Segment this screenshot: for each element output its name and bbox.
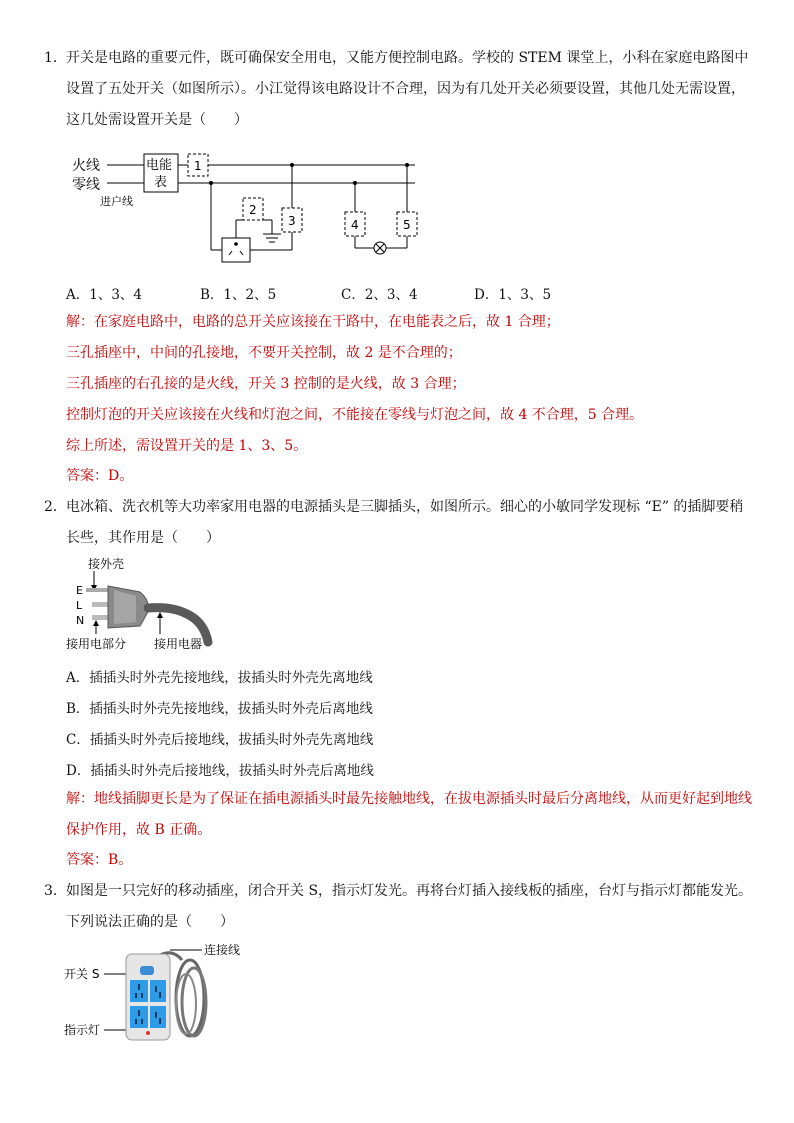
switch-3-label: 3	[288, 214, 296, 228]
indicator-label: 指示灯	[64, 1023, 101, 1037]
q2-plug-figure	[62, 556, 222, 656]
q2-stem-line-2: 长些，其作用是（ ）	[66, 530, 220, 546]
shell-label: 接外壳	[88, 557, 125, 571]
q1-stem-line-1: 开关是电路的重要元件，既可确保安全用电，又能方便控制电路。学校的 STEM 课堂上，小科在家庭电路图中	[66, 50, 749, 66]
socket-1	[130, 980, 148, 1002]
q3-number: 3．	[44, 883, 67, 899]
q1-number: 1．	[44, 50, 67, 66]
live-wire-label: 火线	[72, 158, 100, 174]
switch-1-label: 1	[194, 159, 202, 173]
q1-option-a: A．1、3、4	[66, 287, 143, 303]
q1-stem-line-3: 这几处需设置开关是（ ）	[66, 112, 248, 128]
q1-stem-line-2: 设置了五处开关（如图所示）。小江觉得该电路设计不合理，因为有几处开关必须要设置，其他几处无需设置，	[66, 81, 745, 97]
socket-4	[150, 1006, 166, 1028]
q3-stem-line-2: 下列说法正确的是（ ）	[66, 914, 234, 930]
meter-label-1: 电能	[146, 158, 173, 173]
q1-solution-line-1: 解：在家庭电路中，电路的总开关应该接在干路中，在电能表之后，故 1 合理；	[66, 314, 560, 330]
q1-option-b: B．1、2、5	[200, 287, 277, 303]
pin-e	[86, 588, 108, 592]
q2-solution-line-1: 解：地线插脚更长是为了保证在插电源插头时最先接触地线，在拔电源插头时最后分离地线，从而更好起到地线	[66, 791, 752, 807]
indicator-light	[146, 1031, 150, 1035]
switch-4-label: 4	[351, 218, 359, 232]
q1-solution-line-5: 综上所述，需设置开关的是 1、3、5。	[66, 438, 308, 454]
q1-circuit-diagram	[60, 142, 430, 272]
switch-2-label: 2	[249, 203, 257, 217]
switch-s-label: 开关 S	[64, 967, 100, 981]
cord-label: 连接线	[204, 943, 241, 957]
q2-option-a: A．插插头时外壳先接地线，拔插头时外壳先离地线	[66, 670, 373, 686]
q2-option-d: D．插插头时外壳后接地线，拔插头时外壳后离地线	[66, 763, 374, 779]
q2-option-b: B．插插头时外壳先接地线，拔插头时外壳后离地线	[66, 701, 373, 717]
q1-option-d: D．1、3、5	[474, 287, 552, 303]
pin-n	[92, 615, 108, 620]
pin-e-label: E	[76, 584, 83, 597]
q1-solution-line-2: 三孔插座中，中间的孔接地，不要开关控制，故 2 是不合理的；	[66, 345, 462, 361]
q2-option-c: C．插插头时外壳后接地线，拔插头时外壳先离地线	[66, 732, 374, 748]
neutral-wire-label: 零线	[72, 177, 100, 193]
three-pin-socket	[222, 238, 250, 262]
switch-5-label: 5	[403, 218, 411, 232]
appliance-label: 接用电器	[154, 637, 203, 651]
socket-2	[150, 980, 166, 1002]
q2-answer: 答案：B。	[66, 852, 133, 868]
socket-3	[130, 1006, 148, 1028]
q2-number: 2．	[44, 499, 67, 515]
pin-n-label: N	[76, 614, 85, 627]
q3-stem-line-1: 如图是一只完好的移动插座，闭合开关 S，指示灯发光。再将台灯插入接线板的插座，台灯与指示灯都能发光。	[66, 883, 753, 899]
switch-s	[140, 966, 154, 975]
meter-label-2: 表	[154, 175, 168, 190]
q2-stem-line-1: 电冰箱、洗衣机等大功率家用电器的电源插头是三脚插头，如图所示。细心的小敏同学发现标 “E” 的插脚要稍	[66, 499, 744, 515]
pin-l-label: L	[76, 599, 83, 612]
q3-power-strip-figure	[62, 940, 252, 1048]
q1-option-c: C．2、3、4	[341, 287, 418, 303]
live-part-label: 接用电部分	[66, 637, 127, 651]
q1-solution-line-3: 三孔插座的右孔接的是火线，开关 3 控制的是火线，故 3 合理；	[66, 376, 466, 392]
q1-solution-line-4: 控制灯泡的开关应该接在火线和灯泡之间，不能接在零线与灯泡之间，故 4 不合理，5 合理。	[66, 407, 644, 423]
q2-solution-line-2: 保护作用，故 B 正确。	[66, 822, 212, 838]
pin-l	[92, 602, 108, 607]
incoming-wire-label: 进户线	[100, 195, 133, 208]
q1-answer: 答案：D。	[66, 468, 134, 484]
